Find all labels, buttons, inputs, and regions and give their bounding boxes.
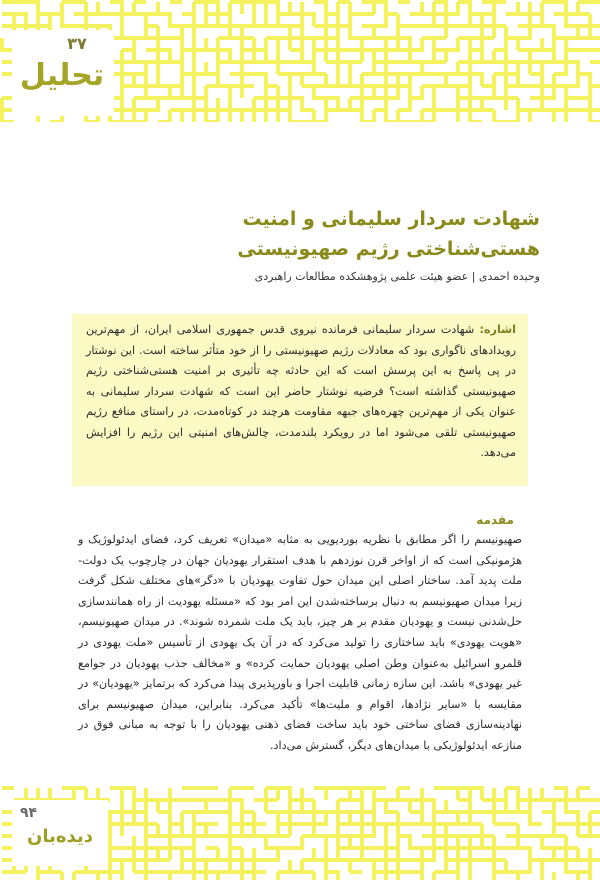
section-title: تحلیل [19,58,105,93]
maze-segment [278,800,290,812]
maze-segment [446,800,458,812]
maze-segment [38,2,50,14]
maze-segment [218,86,230,98]
maze-segment [398,14,410,26]
maze-segment [566,824,578,836]
abstract-box [72,314,528,486]
maze-segment [170,62,182,74]
maze-segment [158,74,170,86]
maze-segment [158,812,170,824]
article-title [60,204,540,264]
magazine-name: دیده‌بان [27,826,93,847]
maze-segment [314,836,326,848]
maze-segment [410,836,422,848]
maze-segment [494,110,506,122]
maze-segment [242,14,254,26]
maze-segment [446,86,458,98]
maze-segment [590,788,600,800]
maze-segment [122,836,134,848]
maze-segment [302,788,314,800]
maze-segment [506,110,518,122]
maze-segment [134,824,146,836]
maze-segment [362,860,374,872]
maze-segment [266,74,278,86]
maze-segment [230,872,242,880]
intro-heading: مقدمه [476,513,514,527]
maze-segment [410,872,422,880]
maze-segment [206,50,218,62]
maze-segment [350,26,362,38]
maze-segment [470,872,482,880]
maze-segment [314,800,326,812]
maze-segment [254,800,266,812]
article-title-line-1: شهادت سردار سلیمانی و امنیت [242,208,540,230]
maze-segment [182,872,194,880]
maze-segment [590,872,600,880]
maze-segment [446,62,458,74]
maze-segment [218,812,230,824]
maze-segment [314,62,326,74]
maze-segment [338,872,350,880]
intro-paragraph: صهیونیسم را اگر مطابق با نظریه بوردیویی به مثابه «میدان» تعریف کرد، فضای ایدئولوژیک و هژمونیکی است که از اواخر قرن نوزدهم با هدف استقرار یهودیان جهان در چارچوب یک دولت- ملت پدید آمد. ساختار اصلی این میدان حول تفاوت یهودیان با «دگر»های مختلف شکل گرفت زیرا میدان صهیونیسم به دنبال برساخته‌شدن این امر بود که «مسئله یهودیت از راه همانندسازی حل‌شدنی نیست و یهودیان مقدم بر هر چیز، باید یک ملت شمرده شوند». در میدان صهیونیسم، «هویت یهودی» باید ساختاری را تولید می‌کرد که در آن یک یهودی از تأسیس «ملت یهودی در قلمرو اسرائیل به‌عنوان وطن اصلی یهودیان حمایت کرده» و «مخالف جذب یهودیان در جوامع غیر یهودی» باشد. این سازه زمانی قابلیت اجرا و باورپذیری پیدا می‌کرد که برتمایز «یهودیان» در مقایسه با «سایر نژادها، اقوام و ملیت‌ها» تأکید می‌کرد. بنابراین، میدان صهیونیسم برای نهادینه‌سازی فضای ساختی خود باید ساخت فضای ذهنی یهودیان را با توجه به مبانی فوق در منازعه ایدئولوژیکی با میدان‌های دیگر، گسترش می‌داد. [78,533,522,752]
maze-segment [254,86,266,98]
maze-segment [110,836,122,848]
maze-segment [482,812,494,824]
maze-segment [266,824,278,836]
maze-segment [86,872,98,880]
maze-segment [326,62,338,74]
page-number-top: ۳۷ [67,34,87,53]
maze-segment [494,98,506,110]
maze-segment [134,50,146,62]
page-number-bottom: ۹۴ [20,805,38,821]
maze-segment [110,788,122,800]
maze-segment [122,872,134,880]
maze-segment [278,74,290,86]
maze-segment [374,14,386,26]
maze-segment [398,800,410,812]
maze-segment [590,836,600,848]
maze-segment [314,98,326,110]
maze-segment [134,872,146,880]
maze-segment [50,788,62,800]
maze-segment [398,812,410,824]
maze-segment [26,872,38,880]
author-byline: وحیده احمدی | عضو هیئت علمی پژوهشکده مطالعات راهبردی [254,270,540,283]
maze-segment [350,110,362,122]
abstract-lead: اشاره: [479,323,516,336]
maze-segment [494,836,506,848]
maze-segment [362,872,374,880]
article-title-line-2: هستی‌شناختی رژیم صهیونیستی [237,238,540,260]
maze-segment [314,788,326,800]
maze-segment [542,110,554,122]
maze-segment [446,788,458,800]
maze-segment [578,110,590,122]
maze-segment [494,38,506,50]
maze-segment [98,788,110,800]
maze-segment [446,110,458,122]
abstract-text: شهادت سردار سلیمانی فرمانده نیروی قدس جمهوری اسلامی ایران، از مهم‌ترین رویدادهای ناگواری بود که معادلات رژیم صهیونیستی را از خود متأثر ساخته است. این نوشتار در پی پاسخ به این پرسش است که این حادثه چه تأثیری بر امنیت هستی‌شناختی رژیم صهیونیستی گذاشته است؟ فرضیه نوشتار حاضر این است که شهادت سردار سلیمانی به عنوان یکی از مهم‌ترین چهره‌های جبهه مقاومت هرچند در کوتاه‌مدت، در راستای منافع رژیم صهیونیستی تلقی می‌شود اما در رویکرد بلندمدت، چالش‌های امنیتی این رژیم را افزایش می‌دهد. [86,323,516,459]
